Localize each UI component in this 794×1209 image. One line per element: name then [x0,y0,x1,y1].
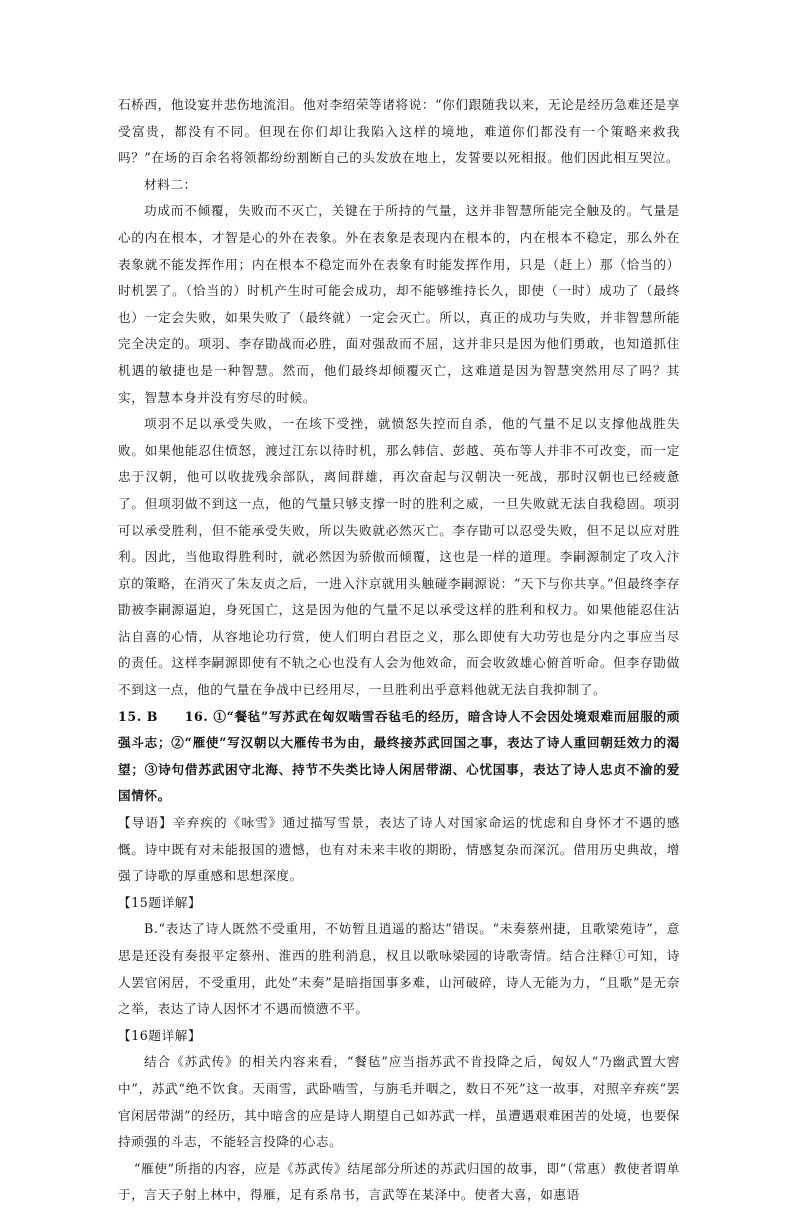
daodu-paragraph: 【导语】辛弃疾的《咏雪》通过描写雪景，表达了诗人对国家命运的忧虑和自身怀才不遇的感慨。诗中既有对未能报国的遗憾，也有对未来丰收的期盼，情感复杂而深沉。借用历史典故，增强了诗歌的厚重感和思想深度。 [118,815,680,884]
q15-heading: 【15题详解】 [118,894,202,910]
paragraph-material1-end: 石桥西，他设宴并悲伤地流泪。他对李绍荣等诸将说：“你们跟随我以来，无论是经历急难还是享受富贵，都没有不同。但现在你们却让我陷入这样的境地，难道你们都没有一个策略来救我吗？”在场的百余名将领都纷纷割断自己的头发放在地上，发誓要以死相报。他们因此相互哭泣。 [118,97,680,166]
q16-heading: 【16题详解】 [118,1027,202,1043]
q16-explanation-part1: 结合《苏武传》的相关内容来看，“餐毡”应当指苏武不肯投降之后，匈奴人“乃幽武置大窖中”，苏武“绝不饮食。天雨雪，武卧啮雪，与旃毛并咽之，数日不死”这一故事，对照辛弃疾“罢官闲居带湖”的经历，其中暗含的应是诗人期望自己如苏武一样，虽遭遇艰难困苦的处境，也要保持顽强的斗志，不能轻言投降的心志。 [118,1054,680,1150]
answer-15-16: 15. B 16. ①“餐毡”写苏武在匈奴啮雪吞毡毛的经历，暗含诗人不会因处境艰难而屈服的顽强斗志；②“雁使”写汉朝以大雁传书为由，最终接苏武回国之事，表达了诗人重回朝廷效力的渴望；③诗句借苏武困守北海、持节不失类比诗人闲居带湖、心忧国事，表达了诗人忠贞不渝的爱国情怀。 [118,708,680,804]
document-page [118,92,680,1209]
q16-explanation-part2: “雁使”所指的内容，应是《苏武传》结尾部分所述的苏武归国的故事，即“（常惠）教使者谓单于，言天子射上林中，得雁，足有系帛书，言武等在某泽中。使者大喜，如惠语 [118,1160,680,1203]
heading-material2: 材料二： [144,176,197,192]
paragraph-xiangyu-licunxu: 项羽不足以承受失败，一在垓下受挫，就愤怒失控而自杀，他的气量不足以支撑他战胜失败。如果他能忍住愤怒，渡过江东以待时机，那么韩信、彭越、英布等人并非不可改变，而一定忠于汉朝，他可以收拢残余部队，离间群雄，再次奋起与汉朝决一死战，那时汉朝也已经疲惫了。但项羽做不到这一点，他的气量只够支撑一时的胜利之威，一旦失败就无法自我稳固。项羽可以承受胜利，但不能承受失败，所以失败就必然灭亡。李存勖可以忍受失败，但不足以应对胜利。因此，当他取得胜利时，就必然因为骄傲而倾覆，这也是一样的道理。李嗣源制定了攻入汴京的策略，在消灭了朱友贞之后，一进入汴京就用头触碰李嗣源说：“天下与你共享。”但最终李存勖被李嗣源逼迫，身死国亡，这是因为他的气量不足以承受这样的胜利和权力。如果他能忍住沾沾自喜的心情，从容地论功行赏，使人们明白君臣之义，那么即使有大功劳也是分内之事应当尽的责任。这样李嗣源即使有不轨之心也没有人会为他效命，而会收敛雄心俯首听命。但李存勖做不到这一点，他的气量在争战中已经用尽，一旦胜利出乎意料他就无法自我抑制了。 [118,416,680,698]
paragraph-material2-intro: 功成而不倾覆，失败而不灭亡，关键在于所持的气量，这并非智慧所能完全触及的。气量是心的内在根本，才智是心的外在表象。外在表象是表现内在根本的，内在根本不稳定，那么外在表象就不能发挥作用；内在根本不稳定而外在表象有时能发挥作用，只是（赶上）那（恰当的）时机罢了。（恰当的）时机产生时可能会成功，却不能够维持长久，即使（一时）成功了（最终也）一定会失败，如果失败了（最终就）一定会灭亡。所以，真正的成功与失败，并非智慧所能完全决定的。项羽、李存勖战而必胜，面对强敌而不屈，这并非只是因为他们勇敢，也知道抓住机遇的敏捷也是一种智慧。然而，他们最终却倾覆灭亡，这难道是因为智慧突然用尽了吗？其实，智慧本身并没有穷尽的时候。 [118,203,680,405]
q15-explanation: B.“表达了诗人既然不受重用，不妨暂且逍遥的豁达”错误。“未奏蔡州捷，且歌梁苑诗”，意思是还没有奏报平定蔡州、淮西的胜利消息，权且以歌咏梁园的诗歌寄情。结合注释①可知，诗人罢官闲居，不受重用，此处“未奏”是暗指国事多难，山河破碎，诗人无能为力，“且歌”是无奈之举，表达了诗人因怀才不遇而愤懑不平。 [118,921,680,1017]
